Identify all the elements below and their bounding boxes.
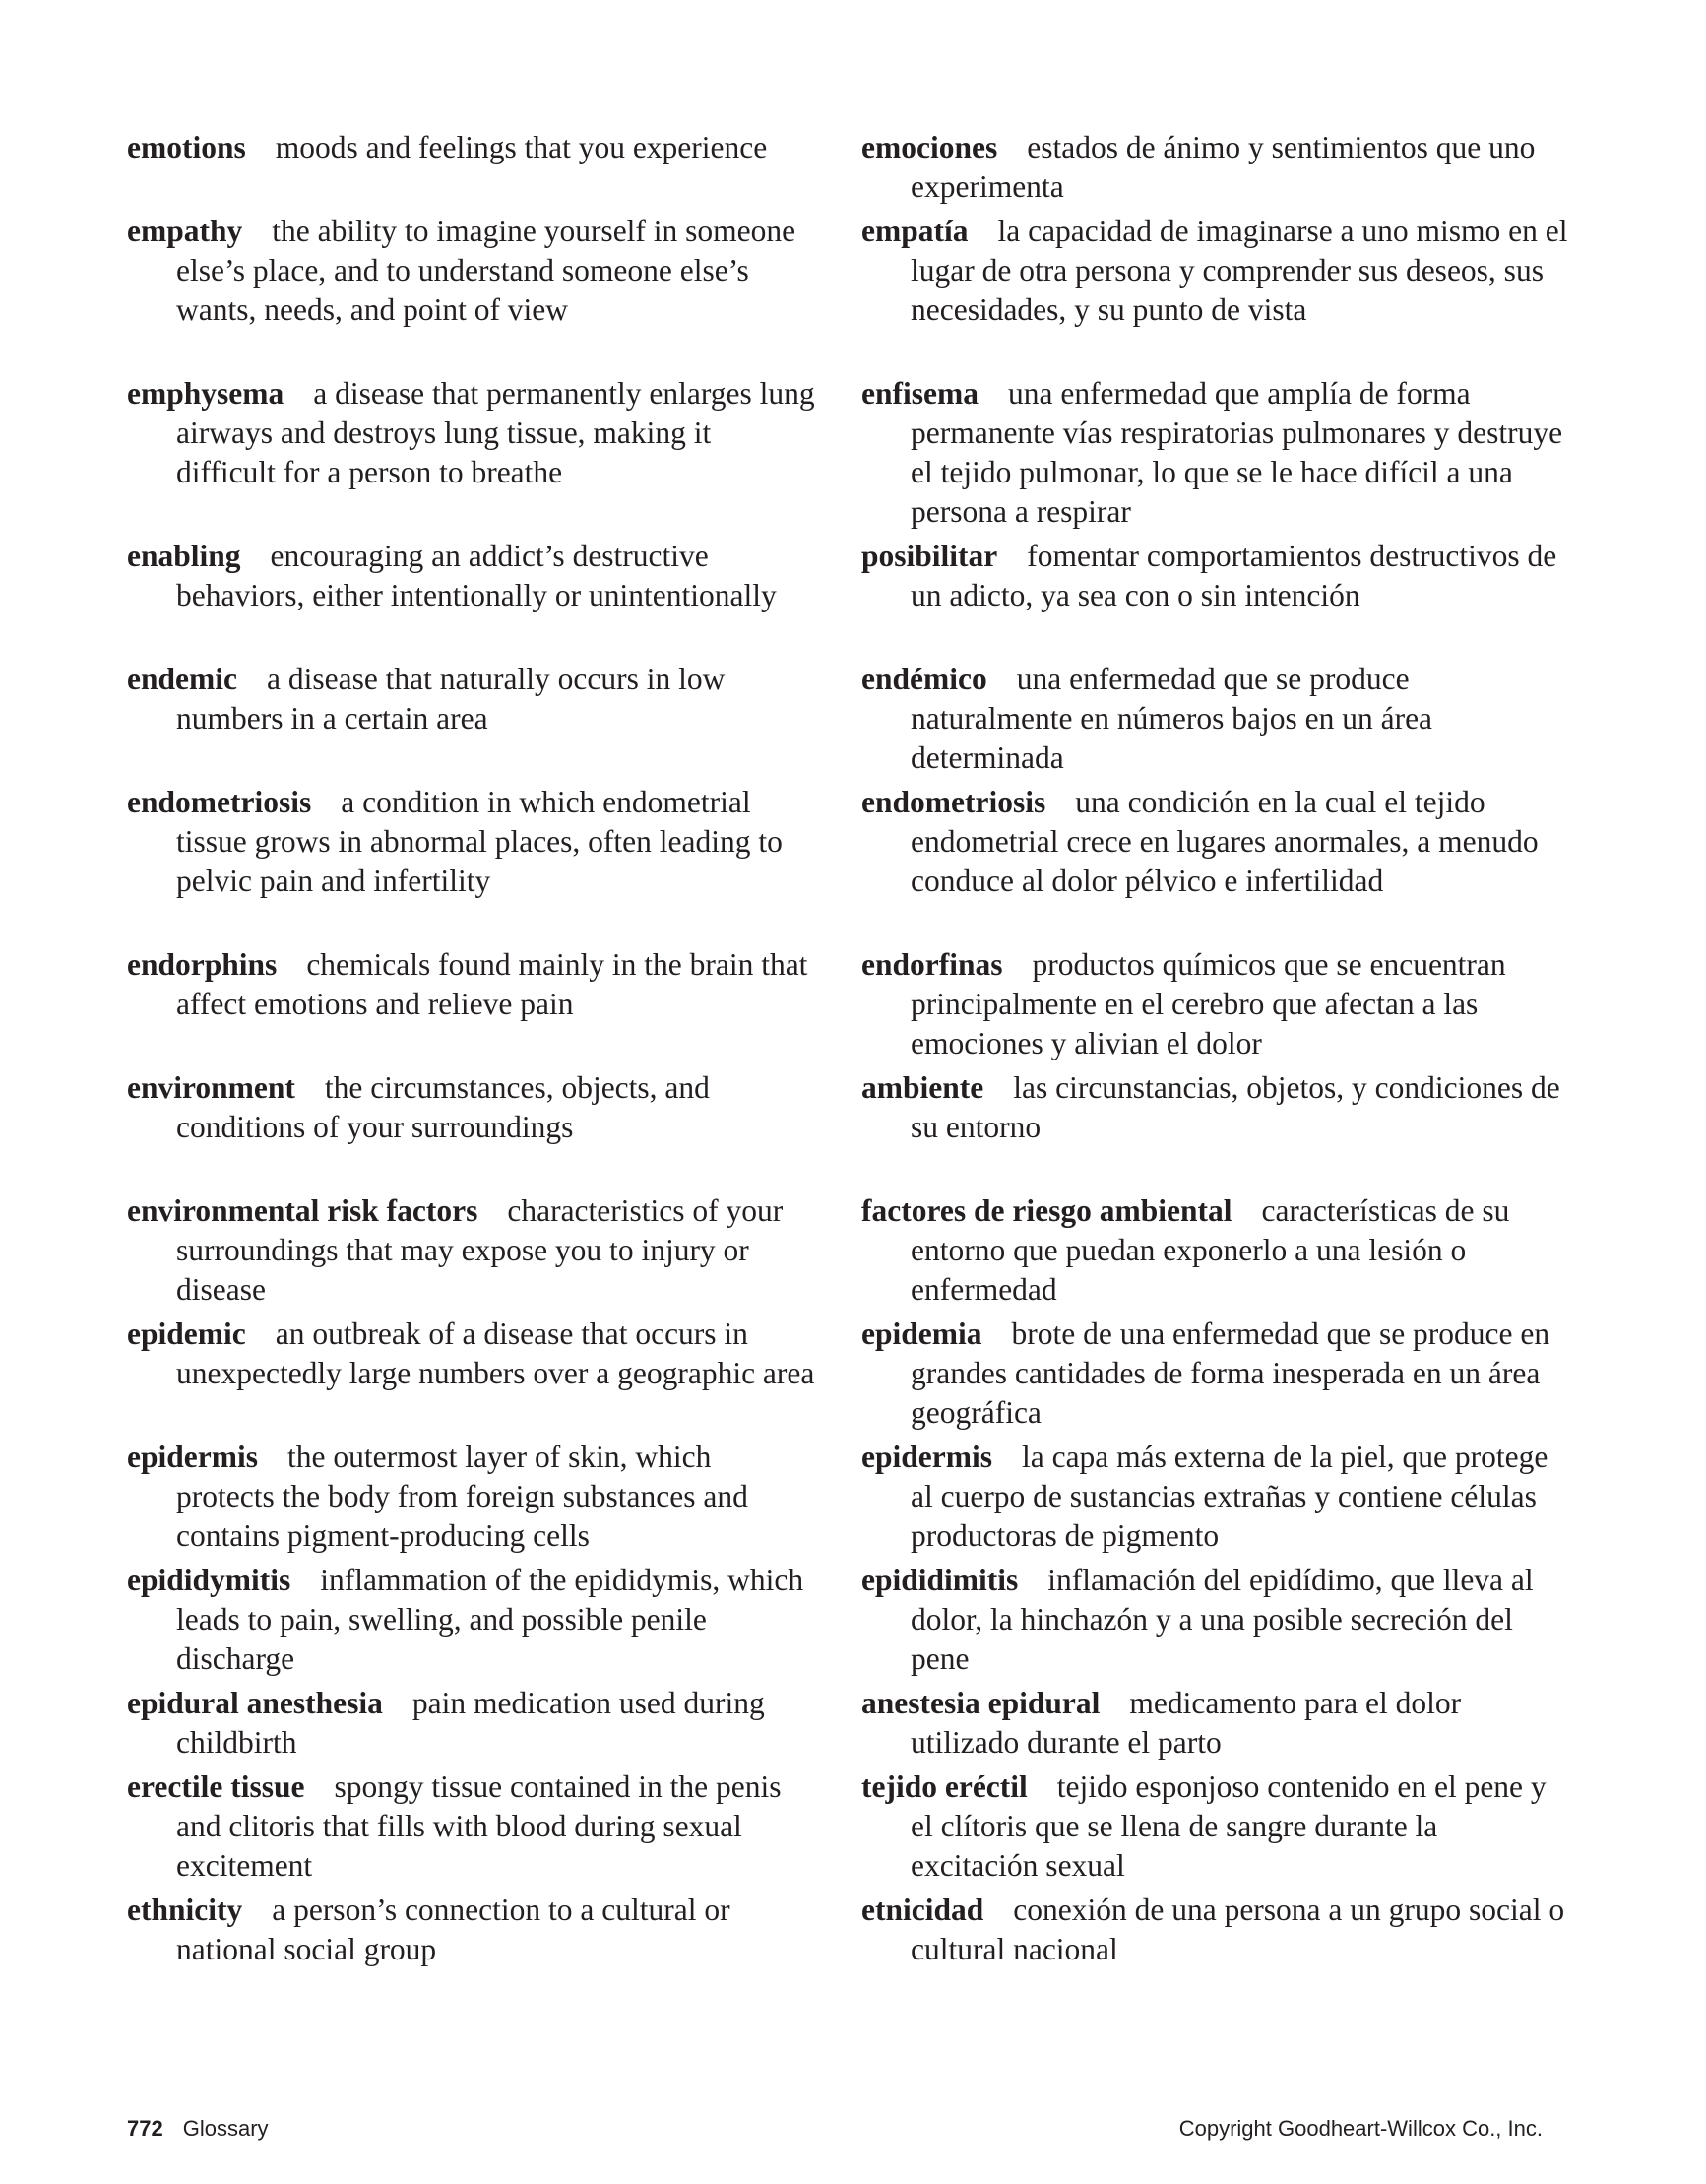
copyright-notice: Copyright Goodheart-Willcox Co., Inc. <box>1178 2116 1543 2141</box>
definition: características de su entorno que puedan exponerlo a una lesión o enfermedad <box>911 1193 1510 1307</box>
term: tejido eréctil <box>861 1769 1028 1804</box>
page-footer-left <box>127 2115 269 2143</box>
definition: una enfermedad que amplía de forma permanente vías respiratorias pulmonares y destruye el tejido pulmonar, lo que se le hace difícil a una persona a respirar <box>911 376 1563 529</box>
definition: la capa más externa de la piel, que protege al cuerpo de sustancias extrañas y contiene células productoras de pigmento <box>911 1440 1548 1553</box>
term: enfisema <box>861 376 979 411</box>
term: environmental risk factors <box>127 1193 478 1228</box>
term: empatía <box>861 214 969 248</box>
glossary-entry-emphysema <box>127 374 816 492</box>
glossary-entry-epidemia <box>861 1315 1570 1433</box>
section-name: Glossary <box>182 2116 269 2141</box>
definition: productos químicos que se encuentran principalmente en el cerebro que afectan a las emociones y alivian el dolor <box>911 947 1506 1060</box>
term: etnicidad <box>861 1893 984 1927</box>
glossary-entry-epidemic <box>127 1315 816 1393</box>
term: ambiente <box>861 1070 984 1105</box>
term: environment <box>127 1070 295 1105</box>
glossary-entry-anestesia-epidural <box>861 1684 1570 1763</box>
definition: inflamación del epidídimo, que lleva al dolor, la hinchazón y a una posible secreción del pene <box>911 1563 1534 1676</box>
term: empathy <box>127 214 243 248</box>
term: ethnicity <box>127 1893 243 1927</box>
term: epidural anesthesia <box>127 1686 383 1720</box>
definition: chemicals found mainly in the brain that affect emotions and relieve pain <box>176 947 808 1021</box>
definition: la capacidad de imaginarse a uno mismo en el lugar de otra persona y comprender sus deseos, sus necesidades, y su punto de vista <box>911 214 1568 327</box>
glossary-entry-etnicidad <box>861 1891 1570 1969</box>
definition: a disease that naturally occurs in low numbers in a certain area <box>176 662 726 736</box>
term: emotions <box>127 130 246 164</box>
glossary-entry-endemic <box>127 660 816 739</box>
definition: the outermost layer of skin, which protects the body from foreign substances and contains pigment-producing cells <box>176 1440 748 1553</box>
definition: fomentar comportamientos destructivos de un adicto, ya sea con o sin intención <box>911 539 1557 612</box>
glossary-entry-endorfinas <box>861 945 1570 1063</box>
glossary-entry-tejido-erectil <box>861 1767 1570 1886</box>
term: epididimitis <box>861 1563 1019 1597</box>
definition: a condition in which endometrial tissue grows in abnormal places, often leading to pelvic pain and infertility <box>176 785 783 898</box>
glossary-entry-epididymitis <box>127 1561 816 1679</box>
definition: an outbreak of a disease that occurs in unexpectedly large numbers over a geographic area <box>176 1317 815 1390</box>
glossary-entry-ethnicity <box>127 1891 816 1969</box>
glossary-entry-emociones <box>861 128 1570 207</box>
definition: conexión de una persona a un grupo social o cultural nacional <box>911 1893 1565 1966</box>
definition: a person’s connection to a cultural or national social group <box>176 1893 730 1966</box>
term: factores de riesgo ambiental <box>861 1193 1232 1228</box>
term: anestesia epidural <box>861 1686 1101 1720</box>
term: endemic <box>127 662 237 696</box>
term: epidermis <box>127 1440 258 1474</box>
term: endémico <box>861 662 987 696</box>
glossary-entry-emotions <box>127 128 816 167</box>
term: emphysema <box>127 376 284 411</box>
definition: medicamento para el dolor utilizado durante el parto <box>911 1686 1462 1760</box>
term: epididymitis <box>127 1563 291 1597</box>
definition: characteristics of your surroundings that may expose you to injury or disease <box>176 1193 784 1307</box>
glossary-entry-epidermis <box>127 1438 816 1556</box>
term: endometriosis <box>861 785 1046 819</box>
glossary-entry-endometriosis-es <box>861 783 1570 901</box>
term: epidemic <box>127 1317 246 1351</box>
definition: brote de una enfermedad que se produce en grandes cantidades de forma inesperada en un área geográfica <box>911 1317 1550 1430</box>
glossary-entry-ambiente <box>861 1068 1570 1147</box>
definition: las circunstancias, objetos, y condiciones de su entorno <box>911 1070 1560 1144</box>
glossary-entry-empathy <box>127 212 816 330</box>
term: enabling <box>127 539 241 573</box>
term: emociones <box>861 130 998 164</box>
glossary-entry-enfisema <box>861 374 1570 532</box>
definition: estados de ánimo y sentimientos que uno experimenta <box>911 130 1536 204</box>
page-number: 772 <box>127 2116 163 2141</box>
definition: una condición en la cual el tejido endometrial crece en lugares anormales, a menudo conduce al dolor pélvico e infertilidad <box>911 785 1539 898</box>
glossary-entry-empatia <box>861 212 1570 330</box>
definition: moods and feelings that you experience <box>275 130 768 164</box>
term: endorfinas <box>861 947 1003 982</box>
term: erectile tissue <box>127 1769 305 1804</box>
definition: inflammation of the epididymis, which leads to pain, swelling, and possible penile discharge <box>176 1563 804 1676</box>
definition: the circumstances, objects, and conditions of your surroundings <box>176 1070 710 1144</box>
glossary-entry-enabling <box>127 537 816 615</box>
definition: una enfermedad que se produce naturalmente en números bajos en un área determinada <box>911 662 1433 775</box>
glossary-entry-epididimitis <box>861 1561 1570 1679</box>
term: posibilitar <box>861 539 998 573</box>
definition: the ability to imagine yourself in someone else’s place, and to understand someone else’s wants, needs, and point of view <box>176 214 796 327</box>
definition: tejido esponjoso contenido en el pene y el clítoris que se llena de sangre durante la excitación sexual <box>911 1769 1547 1883</box>
term: epidermis <box>861 1440 992 1474</box>
term: epidemia <box>861 1317 982 1351</box>
glossary-entry-erectile-tissue <box>127 1767 816 1886</box>
glossary-entry-environment <box>127 1068 816 1147</box>
glossary-entry-endemico <box>861 660 1570 778</box>
glossary-entry-epidural-anesthesia <box>127 1684 816 1763</box>
glossary-entry-endometriosis <box>127 783 816 901</box>
definition: pain medication used during childbirth <box>176 1686 765 1760</box>
glossary-entry-posibilitar <box>861 537 1570 615</box>
glossary-entry-factores-de-riesgo-ambiental <box>861 1191 1570 1310</box>
definition: spongy tissue contained in the penis and clitoris that fills with blood during sexual excitement <box>176 1769 782 1883</box>
definition: encouraging an addict’s destructive behaviors, either intentionally or unintentionally <box>176 539 777 612</box>
glossary-entry-epidermis-es <box>861 1438 1570 1556</box>
definition: a disease that permanently enlarges lung airways and destroys lung tissue, making it difficult for a person to breathe <box>176 376 815 489</box>
term: endometriosis <box>127 785 312 819</box>
glossary-entry-environmental-risk-factors <box>127 1191 816 1310</box>
term: endorphins <box>127 947 278 982</box>
glossary-entry-endorphins <box>127 945 816 1024</box>
